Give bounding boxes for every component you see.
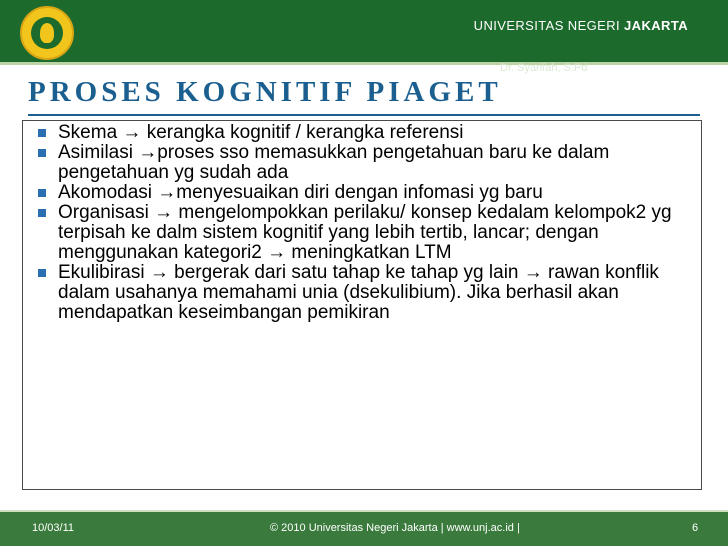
university-emphasis: JAKARTA — [624, 18, 688, 33]
bullet-text: Ekulibirasi → bergerak dari satu tahap ke tahap yg lain → rawan konflik dalam usahanya memahami unia (dsekulibium). Jika berhasil akan mendapatkan keseimbangan pemikiran — [58, 262, 659, 323]
page-number: 6 — [692, 522, 699, 534]
logo-emblem — [31, 17, 63, 49]
logo-flame — [40, 23, 54, 43]
footer-copyright: © 2010 Universitas Negeri Jakarta | www.unj.ac.id | — [270, 522, 520, 534]
university-name — [474, 18, 688, 33]
bullet-text: Skema → kerangka kognitif / kerangka referensi — [58, 122, 464, 143]
bullet-item — [30, 143, 698, 183]
header-divider — [0, 62, 728, 65]
bullet-square-icon — [38, 209, 46, 217]
bullet-square-icon — [38, 269, 46, 277]
bullet-list — [30, 123, 698, 323]
bullet-item — [30, 183, 698, 203]
bullet-square-icon — [38, 189, 46, 197]
bullet-square-icon — [38, 149, 46, 157]
bullet-item — [30, 263, 698, 323]
header-bar — [0, 0, 728, 64]
bullet-item — [30, 123, 698, 143]
title-underline — [28, 114, 700, 116]
footer-bar — [0, 512, 728, 546]
university-prefix: UNIVERSITAS NEGERI — [473, 18, 621, 33]
slide-title: PROSES KOGNITIF PIAGET — [28, 76, 502, 108]
bullet-text: Akomodasi →menyesuaikan diri dengan infomasi yg baru — [58, 182, 543, 203]
faded-watermark-text: Dr. Syarifah, S.Pd — [500, 62, 588, 74]
bullet-text: Asimilasi →proses sso memasukkan pengetahuan baru ke dalam pengetahuan yg sudah ada — [58, 142, 610, 183]
bullet-text: Organisasi → mengelompokkan perilaku/ konsep kedalam kelompok2 yg terpisah ke dalm sistem kognitif yang lebih tertib, lancar; dengan menggunakan kategori2 → meningkatkan LTM — [58, 202, 672, 263]
bullet-square-icon — [38, 129, 46, 137]
bullet-item — [30, 203, 698, 263]
university-logo — [20, 6, 74, 60]
footer-date: 10/03/11 — [32, 522, 75, 534]
